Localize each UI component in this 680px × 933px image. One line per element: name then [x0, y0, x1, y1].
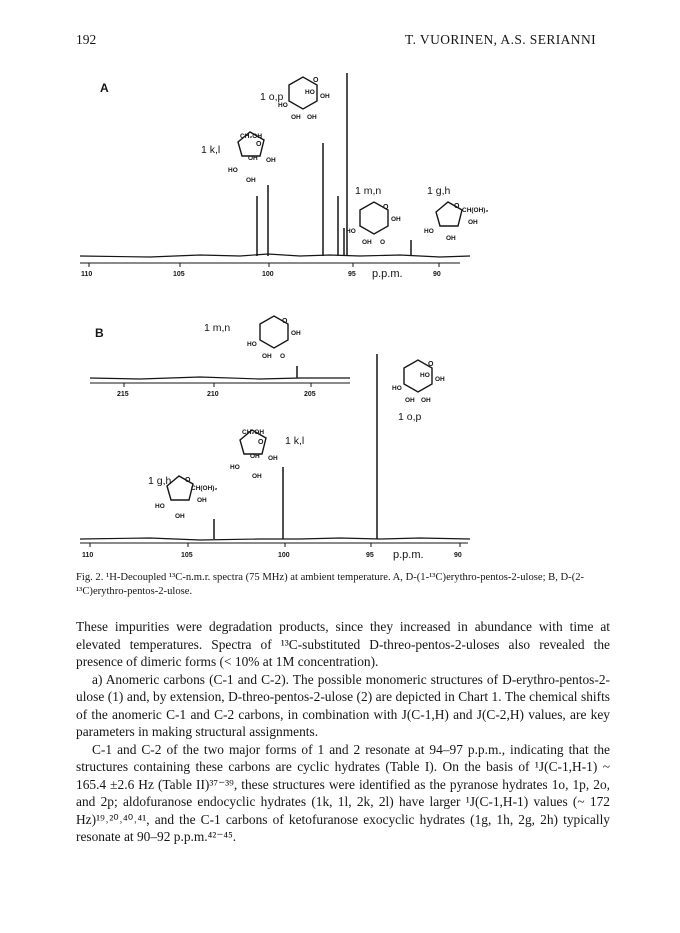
panel-a-label-1mn: 1 m,n	[355, 185, 382, 197]
paragraph-3: C-1 and C-2 of the two major forms of 1 and 2 resonate at 94–97 p.p.m., indicating that the structures containing these carbons are cyclic hydrates (Table I). On the basis of ¹J(C-1,H-1) ~ 165.4 ±2.6 Hz (Table II)³⁷⁻³⁹, these structures were identified as the pyranose hydrates 1o, 1p, 2o, and 2p; aldofuranose endocyclic hydrates (1k, 1l, 2k, 2l) have larger ¹J(C-1,H-1) values (~ 172 Hz)¹⁹˒²⁰˒⁴⁰˒⁴¹, and the C-1 carbons of ketofuranose exocyclic hydrates (1g, 1h, 2g, 2h) typically resonate at 90–92 p.p.m.⁴²⁻⁴⁵.	[76, 741, 610, 844]
panel-b-label-1kl: 1 k,l	[285, 435, 305, 447]
structure-label: O	[280, 353, 286, 360]
page-number: 192	[76, 32, 97, 47]
structure-label: OH	[252, 473, 262, 480]
structure-label: OH	[248, 155, 258, 162]
panel-a-label-1kl: 1 k,l	[201, 144, 221, 156]
panel-b-tick-105: 105	[181, 552, 193, 559]
panel-a-tick-100: 100	[262, 271, 274, 278]
structure-label: OH	[175, 513, 185, 520]
structure-label: O	[313, 77, 319, 84]
panel-b-upper-axis	[90, 383, 350, 387]
structure-label: O	[380, 239, 386, 246]
structure-label: O	[282, 318, 288, 325]
structure-label: HO	[230, 464, 240, 471]
structure-label: HO	[305, 89, 315, 96]
panel-a-tick-110: 110	[81, 271, 93, 278]
structure-label: OH	[435, 376, 445, 383]
structure-label: OH	[262, 353, 272, 360]
structure-a-1mn	[346, 202, 401, 246]
structure-label: CH(OH)₂	[191, 485, 218, 492]
structure-label: O	[258, 439, 264, 446]
panel-a-label-1op: 1 o,p	[260, 91, 284, 103]
structure-label: OH	[468, 219, 478, 226]
panel-b-tick-205: 205	[304, 391, 316, 398]
panel-a-tick-105: 105	[173, 271, 185, 278]
structure-label: OH	[197, 497, 207, 504]
structure-label: HO	[346, 228, 356, 235]
structure-a-1kl	[228, 132, 276, 184]
panel-b-label: B	[95, 326, 104, 340]
panel-a-tick-95: 95	[348, 271, 356, 278]
structure-label: OH	[268, 455, 278, 462]
panel-b-label-1gh: 1 g,h	[148, 475, 172, 487]
structure-label: CH₂OH	[242, 429, 265, 436]
structure-label: HO	[278, 102, 288, 109]
panel-b-tick-210: 210	[207, 391, 219, 398]
panel-b-tick-100: 100	[278, 552, 290, 559]
structure-label: HO	[392, 385, 402, 392]
structure-label: O	[256, 141, 262, 148]
structure-label: HO	[247, 341, 257, 348]
structure-label: HO	[420, 372, 430, 379]
paragraph-1: These impurities were degradation products, since they increased in abundance with time at elevated temperatures. Spectra of ¹³C-substituted D-threo-pentos-2-uloses also revealed the presence of dimeric forms (< 10% at 1M concentration).	[76, 619, 610, 669]
panel-b-label-1op: 1 o,p	[398, 411, 422, 423]
structure-b-1mn	[247, 316, 301, 360]
panel-a-axis-unit: p.p.m.	[372, 268, 403, 280]
panel-b-tick-95: 95	[366, 552, 374, 559]
panel-b-lower-axis	[80, 543, 468, 547]
running-head-authors: T. VUORINEN, A.S. SERIANNI	[404, 32, 596, 47]
panel-b-upper-baseline	[90, 377, 350, 379]
structure-label: OH	[291, 114, 301, 121]
structure-a-1gh	[424, 202, 488, 242]
structure-label: HO	[155, 503, 165, 510]
structure-b-1op	[392, 360, 445, 404]
structure-label: OH	[446, 235, 456, 242]
body-text	[76, 618, 610, 846]
figure-caption: Fig. 2. ¹H-Decoupled ¹³C-n.m.r. spectra (75 MHz) at ambient temperature. A, D-(1-¹³C)erythro-pentos-2-ulose; B, D-(2-¹³C)erythro-pentos-2-ulose.	[76, 572, 585, 597]
structure-label: O	[185, 477, 191, 484]
structure-label: OH	[250, 453, 260, 460]
panel-a-axis	[80, 263, 460, 267]
panel-b-label-1mn: 1 m,n	[204, 322, 231, 334]
structure-label: OH	[307, 114, 317, 121]
structure-label: OH	[421, 397, 431, 404]
structure-label: CH₂OH	[240, 133, 263, 140]
panel-b-axis-unit: p.p.m.	[393, 549, 424, 561]
panel-b-tick-110: 110	[82, 552, 94, 559]
panel-b-tick-215: 215	[117, 391, 129, 398]
structure-label: OH	[266, 157, 276, 164]
panel-a-label-1gh: 1 g,h	[427, 185, 451, 197]
structure-label: OH	[391, 216, 401, 223]
structure-label: HO	[424, 228, 434, 235]
panel-a-label: A	[100, 81, 109, 95]
panel-b-lower-baseline	[80, 538, 470, 540]
structure-label: OH	[362, 239, 372, 246]
structure-a-1op	[278, 77, 330, 121]
structure-label: HO	[228, 167, 238, 174]
structure-label: O	[454, 203, 460, 210]
structure-label: O	[383, 204, 389, 211]
structure-label: CH(OH)₂	[462, 207, 489, 214]
structure-b-1kl	[230, 429, 278, 480]
structure-label: OH	[320, 93, 330, 100]
panel-b-tick-90: 90	[454, 552, 462, 559]
structure-label: OH	[291, 330, 301, 337]
structure-label: OH	[246, 177, 256, 184]
paragraph-2: a) Anomeric carbons (C-1 and C-2). The possible monomeric structures of D-erythro-pentos-2-ulose (1) and, by extension, D-threo-pentos-2-ulose (2) are depicted in Chart 1. The chemical shifts of the anomeric C-1 and C-2 carbons, in combination with J(C-1,H) and J(C-2,H) values, are key parameters in making structural assignments.	[76, 671, 610, 739]
structure-label: O	[428, 361, 434, 368]
panel-a-tick-90: 90	[433, 271, 441, 278]
structure-label: OH	[405, 397, 415, 404]
